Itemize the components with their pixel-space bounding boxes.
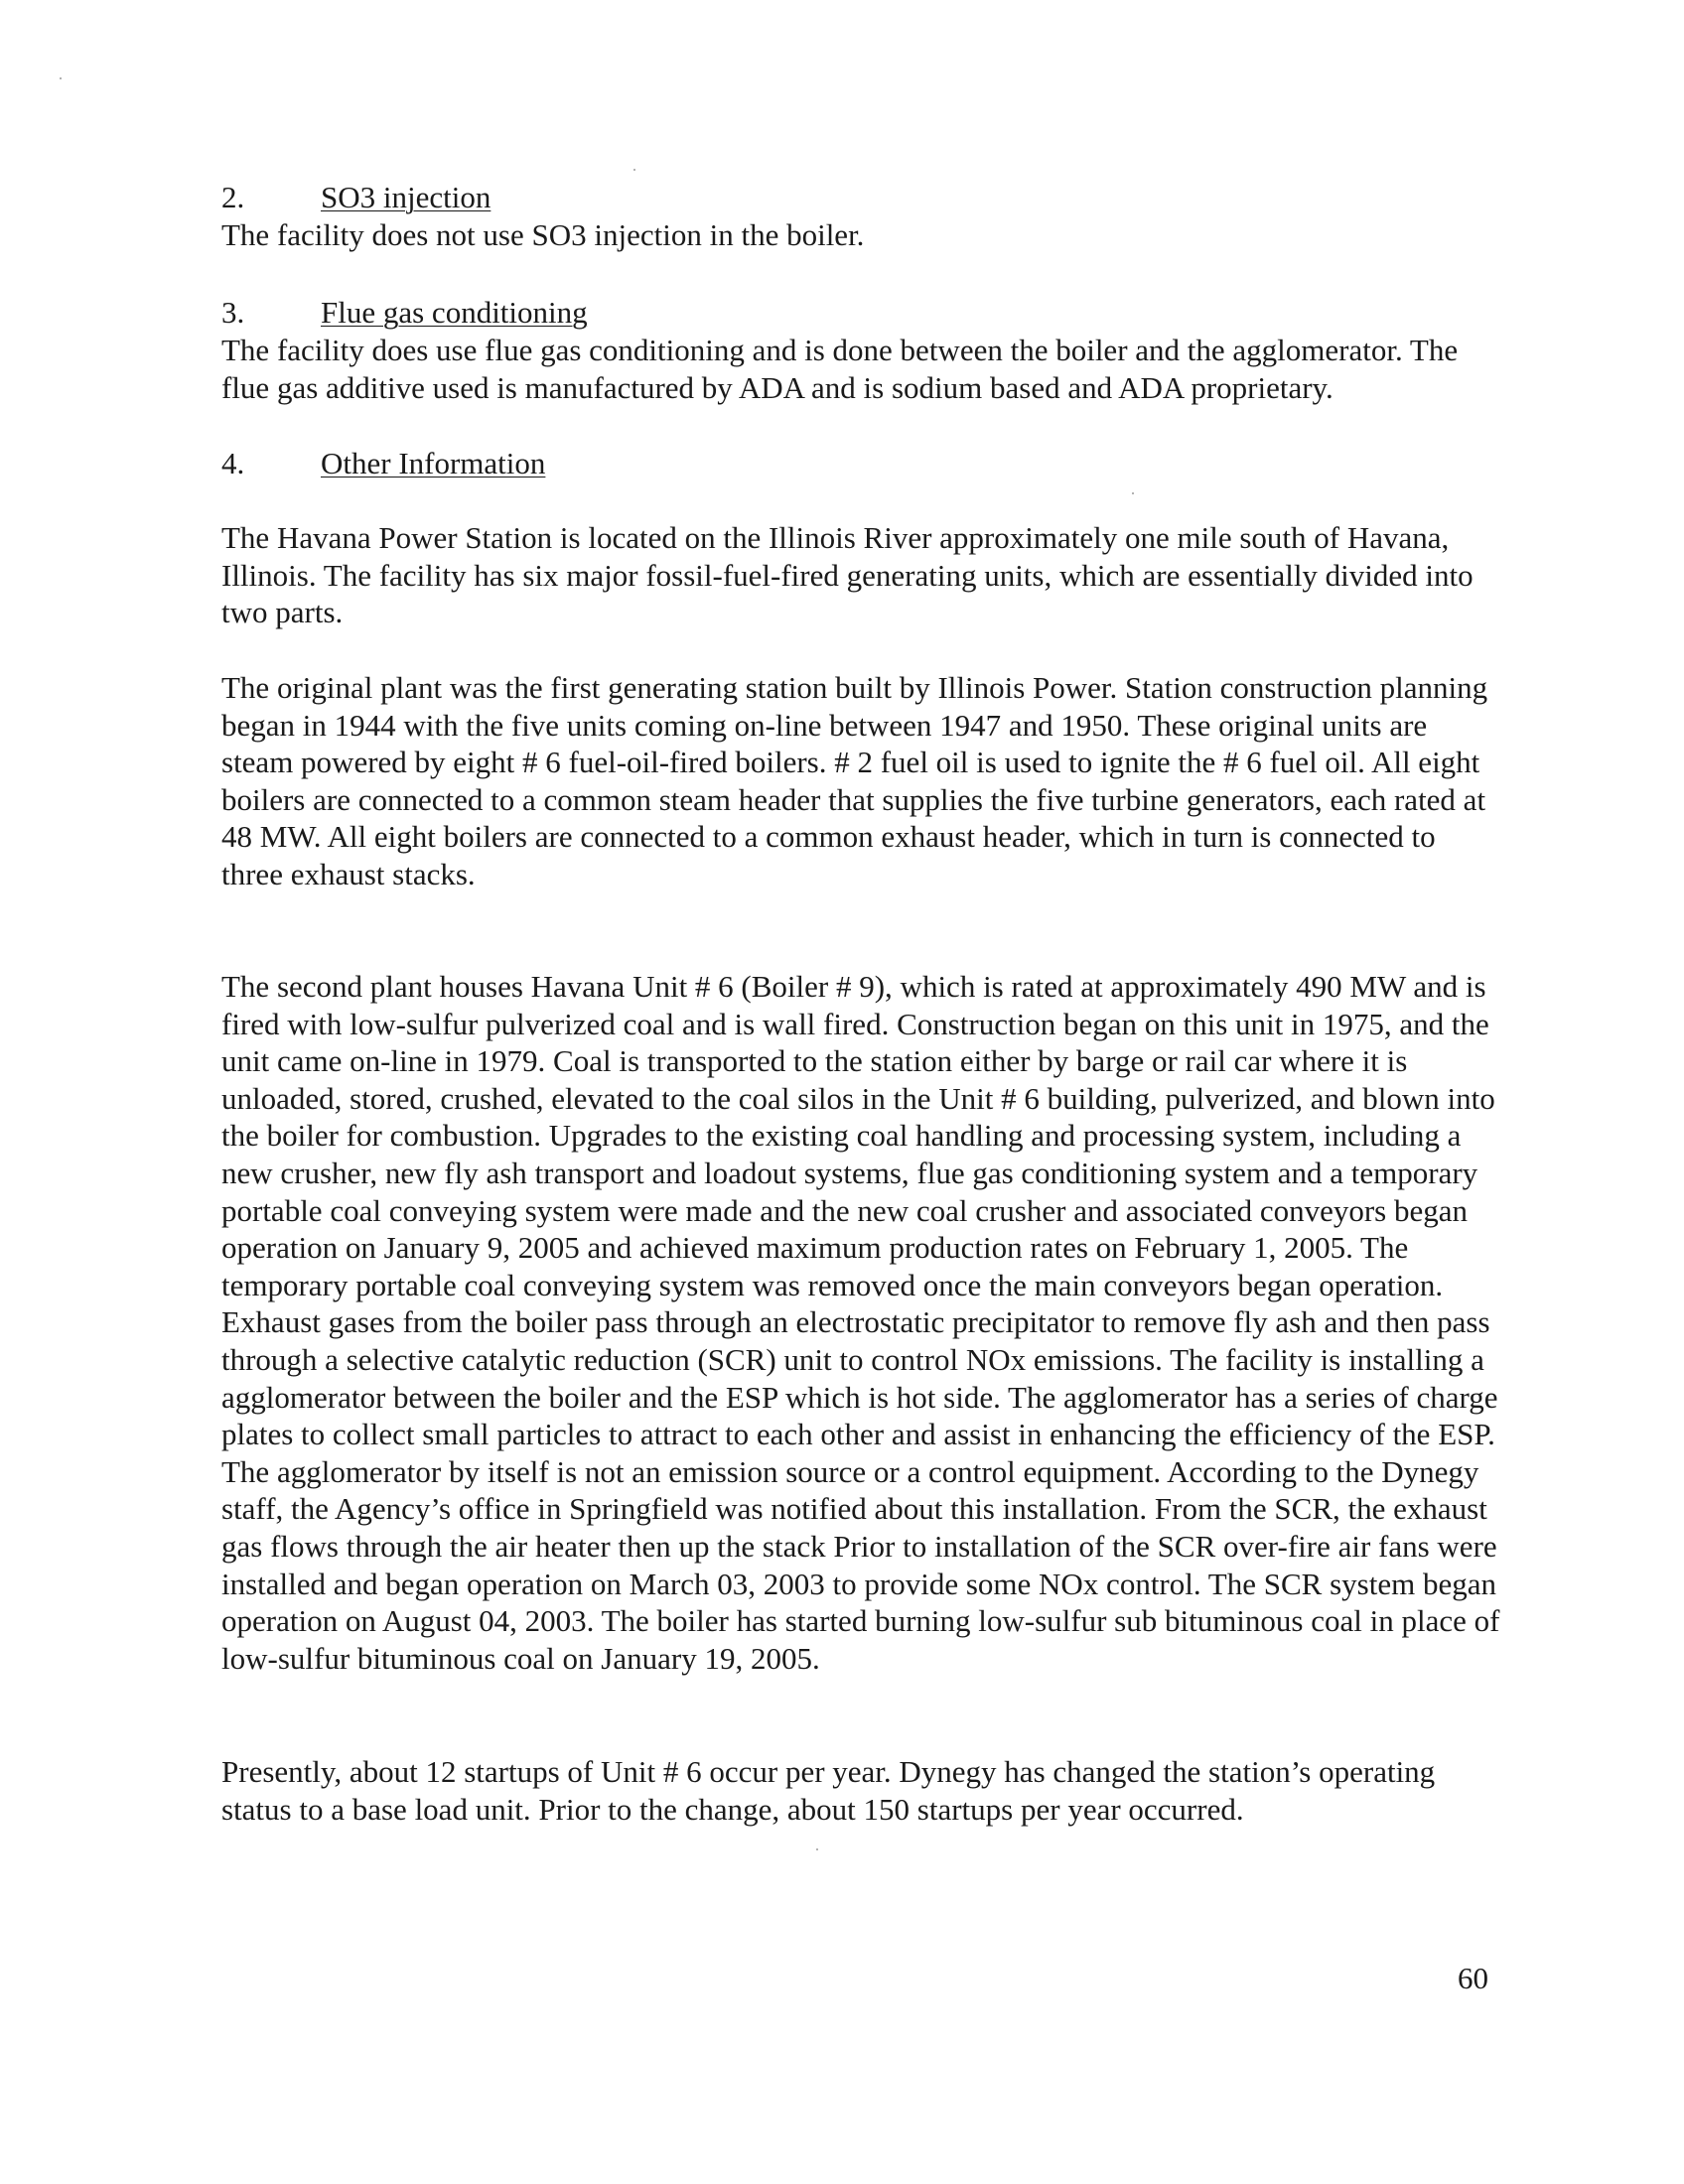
section-number: 4. — [221, 446, 245, 480]
section-body-2 — [221, 216, 1502, 254]
paragraph: The original plant was the first generating station built by Illinois Power. Station construction planning began in 1944 with the five units coming on-line between 1947 and 1950. These original units are steam powered by eight # 6 fuel-oil-fired boilers. # 2 fuel oil is used to ignite the # 6 fuel oil. All eight boilers are connected to a common steam header that supplies the five turbine generators, each rated at 48 MW. All eight boilers are connected to a common exhaust header, which in turn is connected to three exhaust stacks. — [221, 670, 1488, 891]
section-heading-2 — [221, 179, 491, 216]
section-number: 3. — [221, 295, 245, 330]
paragraph: The second plant houses Havana Unit # 6 (Boiler # 9), which is rated at approximately 490 MW and is fired with low-sulfur pulverized coal and is wall fired. Construction began on this unit in 1975, and the unit came on-line in 1979. Coal is transported to the station either by barge or rail car where it is unloaded, stored, crushed, elevated to the coal silos in the Unit # 6 building, pulverized, and blown into the boiler for combustion. Upgrades to the existing coal handling and processing system, including a new crusher, new fly ash transport and loadout systems, flue gas conditioning system and a temporary portable coal conveying system were made and the new coal crusher and associated conveyors began operation on January 9, 2005 and achieved maximum production rates on February 1, 2005. The temporary portable coal conveying system was removed once the main conveyors began operation. Exhaust gases from the boiler pass through an electrostatic precipitator to remove fly ash and then pass through a selective catalytic reduction (SCR) unit to control NOx emissions. The facility is installing a agglomerator between the boiler and the ESP which is hot side. The agglomerator has a series of charge plates to collect small particles to attract to each other and assist in enhancing the efficiency of the ESP. The agglomerator by itself is not an emission source or a control equipment. According to the Dynegy staff, the Agency’s office in Springfield was notified about this installation. From the SCR, the exhaust gas flows through the air heater then up the stack Prior to installation of the SCR over-fire air fans were installed and began operation on March 03, 2003 to provide some NOx control. The SCR system began operation on August 04, 2003. The boiler has started burning low-sulfur sub bituminous coal in place of low-sulfur bituminous coal on January 19, 2005. — [221, 969, 1500, 1676]
section-number: 2. — [221, 180, 245, 214]
section-body-3 — [221, 332, 1502, 406]
scan-speck — [1132, 492, 1134, 494]
paragraph: The facility does use flue gas conditioning and is done between the boiler and the agglomerator. The flue gas additive used is manufactured by ADA and is sodium based and ADA proprietary. — [221, 333, 1459, 405]
paragraph-startups — [221, 1753, 1502, 1828]
scan-speck — [60, 77, 62, 79]
paragraph-second-plant — [221, 968, 1502, 1677]
scan-speck — [633, 169, 635, 171]
section-title: Flue gas conditioning — [321, 295, 588, 330]
section-heading-3 — [221, 294, 588, 332]
scan-speck — [816, 1848, 818, 1850]
paragraph: Presently, about 12 startups of Unit # 6 occur per year. Dynegy has changed the station’s operating status to a base load unit. Prior to the change, about 150 startups per year occurred. — [221, 1754, 1436, 1827]
paragraph-original-plant — [221, 669, 1502, 893]
section-title: Other Information — [321, 446, 546, 480]
paragraph: The facility does not use SO3 injection in the boiler. — [221, 217, 865, 252]
page-number: 60 — [1458, 1961, 1488, 1995]
section-heading-4 — [221, 445, 545, 482]
section-title: SO3 injection — [321, 180, 491, 214]
paragraph: The Havana Power Station is located on the Illinois River approximately one mile south of Havana, Illinois. The facility has six major fossil-fuel-fired generating units, which are essentially divided into two parts. — [221, 520, 1474, 630]
paragraph-havana-location — [221, 519, 1502, 631]
